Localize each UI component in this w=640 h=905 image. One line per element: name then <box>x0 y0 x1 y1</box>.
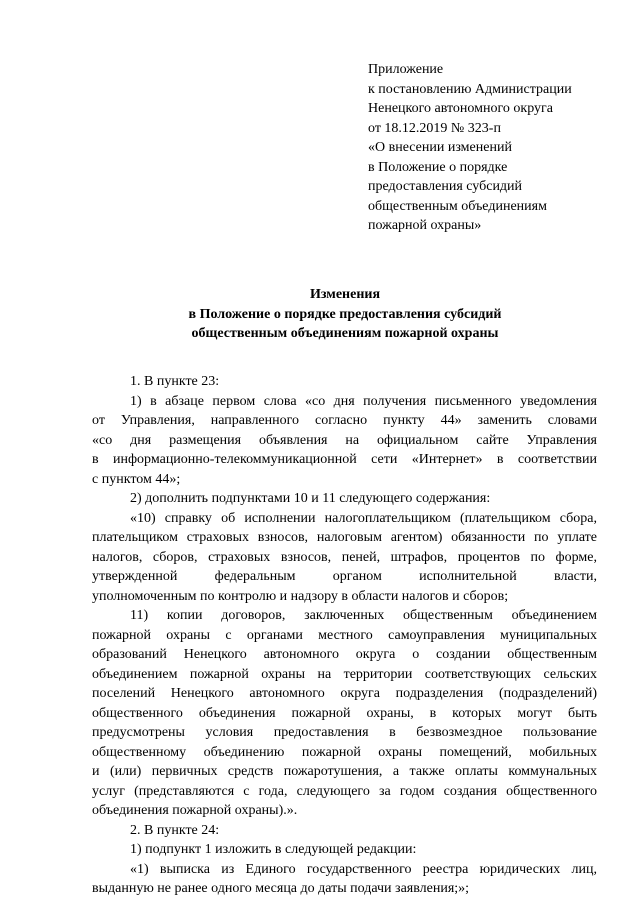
body-line: плательщиком страховых взносов, налоговым агентом) обязанности по уплате <box>92 530 597 545</box>
body-paragraph <box>92 392 597 490</box>
body-line: объединением пожарной охраны на территории соответствующих сельских <box>92 666 597 682</box>
body-line: с пунктом 44»; <box>92 471 181 487</box>
body-line: «со дня размещения объявления на официальном сайте Управления <box>92 432 597 448</box>
appendix-line: «О внесении изменений <box>368 140 512 155</box>
body-paragraph <box>92 489 597 509</box>
body-line: объединения пожарной охраны).». <box>92 803 298 818</box>
body-line: и (или) первичных средств пожаротушения, а также оплаты коммунальных <box>92 764 597 779</box>
body-paragraph <box>92 840 597 860</box>
body-line: 2. В пункте 24: <box>130 822 220 838</box>
body-line: общественного объединения пожарной охраны, в которых могут быть <box>92 705 597 721</box>
body-line: пожарной охраны с органами местного самоуправления муниципальных <box>92 627 597 643</box>
body-line: в информационно-телекоммуникационной сети «Интернет» в соответствии <box>92 452 597 467</box>
title-line: Изменения <box>309 287 381 302</box>
body-paragraph <box>92 821 597 841</box>
body-line: 1. В пункте 23: <box>130 374 220 389</box>
body-paragraph <box>92 509 597 607</box>
appendix-line: пожарной охраны» <box>368 218 482 233</box>
body-line: уполномоченным по контролю и надзору в области налогов и сборов; <box>92 588 509 604</box>
body-line: поселений Ненецкого автономного округа подразделения (подразделений) <box>92 686 597 701</box>
title-line: в Положение о порядке предоставления субсидий <box>188 306 502 322</box>
appendix-block <box>368 60 628 236</box>
body-line: 1) подпункт 1 изложить в следующей редакции: <box>130 842 417 857</box>
body-line: образований Ненецкого автономного округа о создании общественным <box>92 647 597 662</box>
body-line: 11) копии договоров, заключенных общественным объединением <box>130 608 597 623</box>
body-paragraph <box>92 372 597 392</box>
appendix-line: предоставления субсидий <box>368 179 523 194</box>
body-line: услуг (представляются с года, следующего за годом создания общественного <box>92 783 597 799</box>
document-title <box>60 285 630 344</box>
body-line: 1) в абзаце первом слова «со дня получения письменного уведомления <box>130 393 597 409</box>
body-line: общественному объединению пожарной охраны помещений, мобильных <box>92 744 597 760</box>
appendix-line: Приложение <box>368 62 444 77</box>
appendix-line: от 18.12.2019 № 323-п <box>368 120 501 136</box>
appendix-line: Ненецкого автономного округа <box>368 101 553 116</box>
body-line: от Управления, направленного согласно пункту 44» заменить словами <box>92 413 597 428</box>
body-line: «10) справку об исполнении налогоплательщиком (плательщиком сбора, <box>130 510 597 526</box>
body-paragraph <box>92 860 597 899</box>
appendix-line: в Положение о порядке <box>368 159 508 175</box>
appendix-line: общественным объединениям <box>368 198 547 214</box>
body-line: «1) выписка из Единого государственного реестра юридических лиц, <box>130 861 597 877</box>
body-line: выданную не ранее одного месяца до даты подачи заявления;»; <box>92 881 470 896</box>
body-line: 2) дополнить подпунктами 10 и 11 следующего содержания: <box>130 491 491 506</box>
appendix-line: к постановлению Администрации <box>368 81 572 97</box>
body-line: утвержденной федеральным органом исполнительной власти, <box>92 569 597 584</box>
body-line: налогов, сборов, страховых взносов, пеней, штрафов, процентов по форме, <box>92 549 597 565</box>
body-paragraph <box>92 606 597 821</box>
body-line: предусмотрены условия предоставления в безвозмездное пользование <box>92 725 597 740</box>
title-line: общественным объединениям пожарной охраны <box>191 326 499 341</box>
document-body <box>92 372 597 899</box>
